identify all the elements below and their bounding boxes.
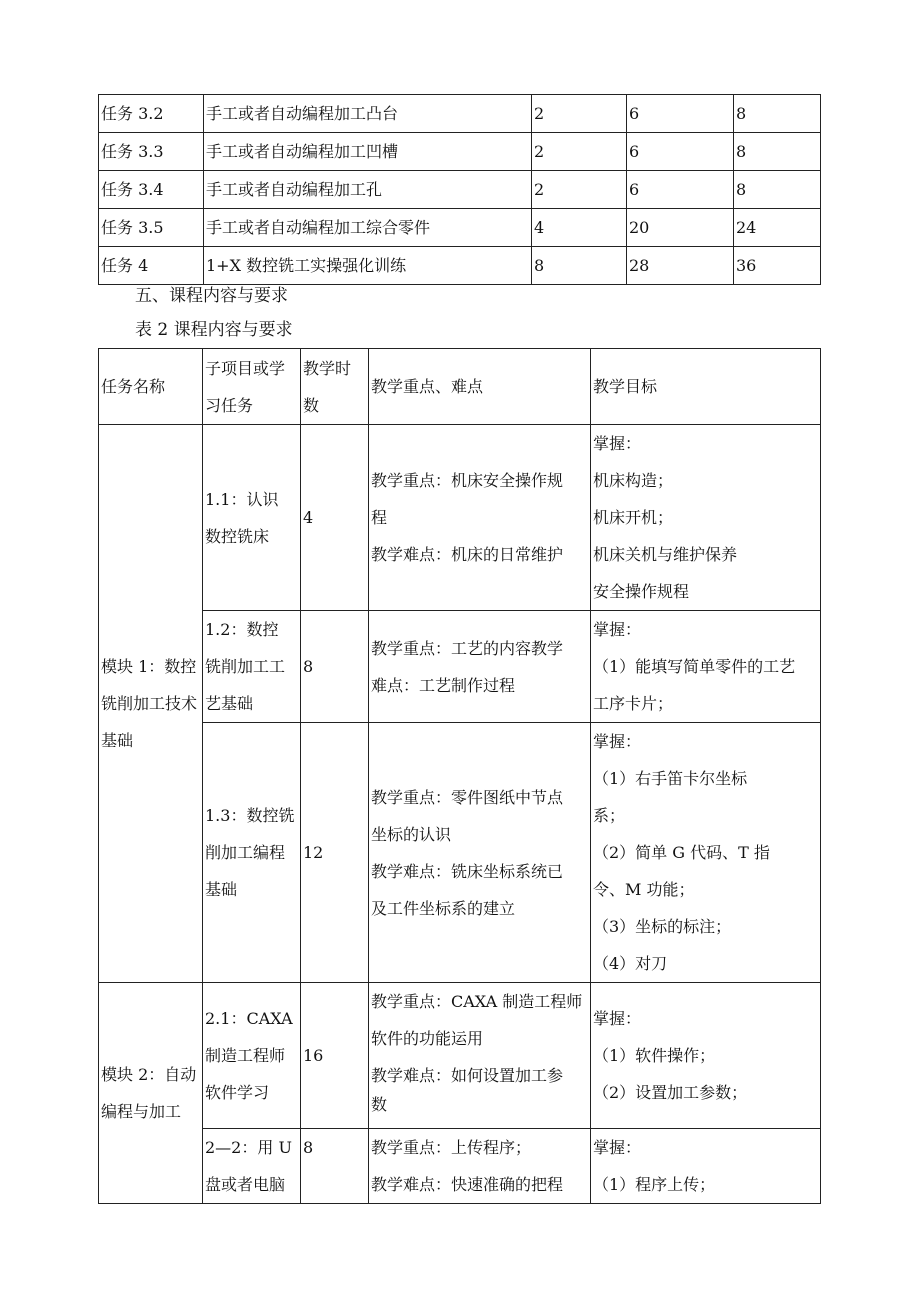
table-row [99,611,821,723]
focus-cell: 教学重点：零件图纸中节点 坐标的认识 教学难点：铣床坐标系统已 及工件坐标系的建立 [369,723,591,983]
task-id-cell: 任务 3.4 [99,171,204,209]
total-hours-cell: 8 [734,171,821,209]
hours-cell: 12 [301,723,369,983]
task-id-cell: 任务 3.3 [99,133,204,171]
practice-hours-cell: 6 [627,171,734,209]
subtask-cell: 2.1：CAXA 制造工程师 软件学习 [203,983,301,1129]
task-name-cell: 手工或者自动编程加工孔 [204,171,532,209]
table-row [99,209,821,247]
table-row [99,723,821,983]
total-hours-cell: 8 [734,95,821,133]
hours-cell: 16 [301,983,369,1129]
goals-cell: 掌握： （1）程序上传； [591,1129,821,1204]
header-goals: 教学目标 [591,349,821,425]
theory-hours-cell: 4 [532,209,627,247]
goals-cell: 掌握： （1）软件操作； （2）设置加工参数； [591,983,821,1129]
focus-cell: 教学重点：工艺的内容教学 难点：工艺制作过程 [369,611,591,723]
focus-cell: 教学重点：上传程序； 教学难点：快速准确的把程 [369,1129,591,1204]
course-content-table [98,348,821,1204]
task-id-cell: 任务 4 [99,247,204,285]
hours-cell: 4 [301,425,369,611]
header-hours: 教学时 数 [301,349,369,425]
header-row [99,349,821,425]
table-caption: 表 2 课程内容与要求 [135,320,293,340]
task-name-cell: 1+X 数控铣工实操强化训练 [204,247,532,285]
subtask-cell: 1.1：认识 数控铣床 [203,425,301,611]
table-row [99,95,821,133]
header-subtask: 子项目或学 习任务 [203,349,301,425]
focus-cell: 教学重点：CAXA 制造工程师 软件的功能运用 教学难点：如何设置加工参 数 [369,983,591,1129]
section-heading: 五、课程内容与要求 [135,286,288,306]
theory-hours-cell: 2 [532,133,627,171]
task-hours-table [98,94,821,285]
task-id-cell: 任务 3.5 [99,209,204,247]
task-id-cell: 任务 3.2 [99,95,204,133]
task-name-cell: 手工或者自动编程加工凸台 [204,95,532,133]
focus-cell: 教学重点：机床安全操作规 程 教学难点：机床的日常维护 [369,425,591,611]
module-name-cell: 模块 1：数控 铣削加工技术 基础 [99,425,203,983]
table-row [99,247,821,285]
theory-hours-cell: 2 [532,171,627,209]
subtask-cell: 2—2：用 U 盘或者电脑 [203,1129,301,1204]
goals-cell: 掌握： 机床构造； 机床开机； 机床关机与维护保养 安全操作规程 [591,425,821,611]
module-name-cell: 模块 2：自动 编程与加工 [99,983,203,1204]
task-name-cell: 手工或者自动编程加工凹槽 [204,133,532,171]
goals-cell: 掌握： （1）右手笛卡尔坐标 系； （2）简单 G 代码、T 指 令、M 功能； （3）坐标的标注； （4）对刀 [591,723,821,983]
table-row [99,133,821,171]
practice-hours-cell: 6 [627,133,734,171]
goals-cell: 掌握： （1）能填写简单零件的工艺 工序卡片； [591,611,821,723]
task-name-cell: 手工或者自动编程加工综合零件 [204,209,532,247]
practice-hours-cell: 20 [627,209,734,247]
theory-hours-cell: 8 [532,247,627,285]
subtask-cell: 1.2：数控 铣削加工工 艺基础 [203,611,301,723]
table-row [99,983,821,1129]
practice-hours-cell: 6 [627,95,734,133]
practice-hours-cell: 28 [627,247,734,285]
table-row [99,1129,821,1204]
header-focus: 教学重点、难点 [369,349,591,425]
theory-hours-cell: 2 [532,95,627,133]
table-row [99,425,821,611]
hours-cell: 8 [301,1129,369,1204]
total-hours-cell: 36 [734,247,821,285]
subtask-cell: 1.3：数控铣 削加工编程 基础 [203,723,301,983]
table-row [99,171,821,209]
total-hours-cell: 24 [734,209,821,247]
total-hours-cell: 8 [734,133,821,171]
hours-cell: 8 [301,611,369,723]
header-task-name: 任务名称 [99,349,203,425]
